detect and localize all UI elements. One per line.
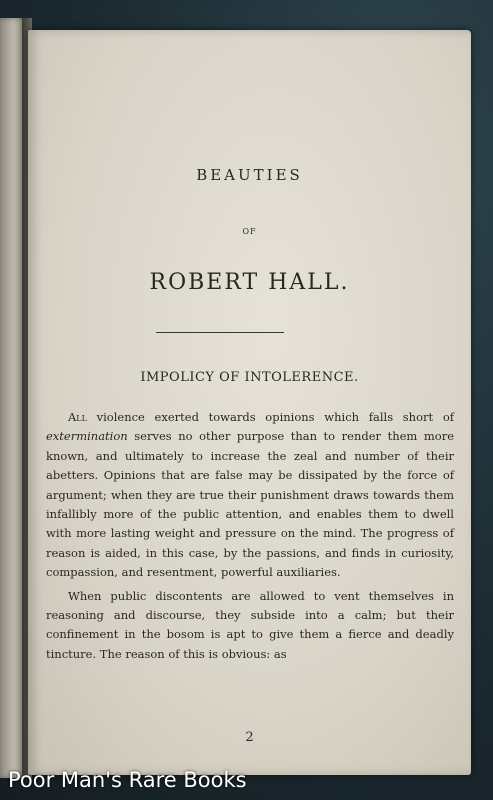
para1-start: All bbox=[68, 410, 87, 424]
section-heading: IMPOLICY OF INTOLERENCE. bbox=[140, 370, 359, 385]
paragraph-1 bbox=[46, 408, 454, 583]
title-beauties: BEAUTIES bbox=[196, 166, 303, 184]
left-page-edge bbox=[0, 18, 24, 778]
para1-a: violence exerted towards opinions which falls short of bbox=[86, 410, 454, 424]
para1-b: serves no other purpose than to render them more known, and ultimately to increase the zeal and number of their abetters. Opinions that are false may be dissipated by the force of argument; when they are true their punishment draws towards them infallibly more of the public attention, and enables them to dwell with more lasting weight and pressure on the mind. The progress of reason is aided, in this case, by the passions, and finds in curiosity, compassion, and resentment, powerful auxiliaries. bbox=[46, 429, 454, 580]
para1-emphasis: extermination bbox=[46, 429, 128, 444]
watermark-text: Poor Man's Rare Books bbox=[8, 768, 247, 792]
title-of: OF bbox=[242, 227, 257, 236]
paragraph-2: When public discontents are allowed to vent themselves in reasoning and discourse, they subside into a calm; but their confinement in the bosom is apt to give them a fierce and deadly tincture. The reason of this is obvious: as bbox=[46, 588, 454, 661]
body-text bbox=[46, 408, 454, 664]
title-rule bbox=[156, 332, 284, 333]
title-robert-hall: ROBERT HALL. bbox=[149, 270, 350, 295]
page-number: 2 bbox=[245, 730, 254, 745]
book-page bbox=[28, 30, 471, 775]
